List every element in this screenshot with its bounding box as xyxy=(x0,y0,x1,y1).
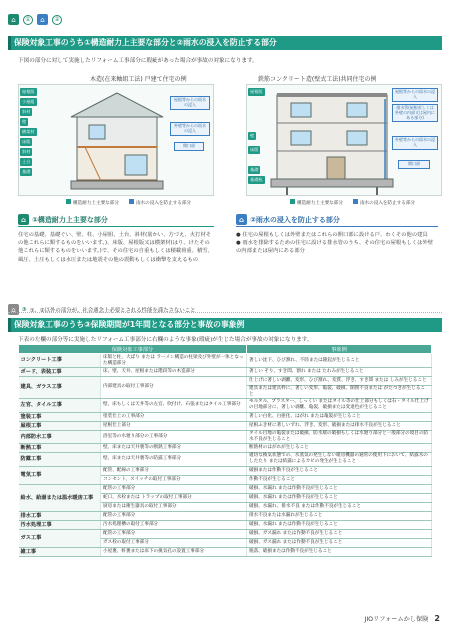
row-event: 破損、ガス漏れ または作動不良が生じること xyxy=(247,529,432,538)
row-category: 汚水処理工事 xyxy=(19,520,101,529)
table-row xyxy=(19,412,432,421)
footer-brand: JIOリフォームかし保険 xyxy=(364,616,429,623)
repair-table xyxy=(18,344,432,557)
note-row xyxy=(8,304,196,315)
row-part: コンセント、スイッチの取付工事部分 xyxy=(101,475,247,484)
row-part: 壁、床または天井裏等の断熱工事部分 xyxy=(101,443,247,452)
wood-tag-beam: 横架材 xyxy=(22,129,35,134)
row-event: 建具または建具枠に、著しい変形、亀裂、破損、開閉不良または がたつきが生じること xyxy=(247,386,432,399)
row-category: 電気工事 xyxy=(19,466,101,484)
legend-rain-2: 雨水の浸入を防止する部分 xyxy=(359,201,416,206)
row-category: 建具、ガラス工事 xyxy=(19,377,101,399)
row-category: 塗装工事 xyxy=(19,412,101,421)
row-part: 蛇口、水栓または トラップの取付工事部分 xyxy=(101,493,247,502)
marker-1: ① xyxy=(23,15,33,25)
row-event: 破損、ガス漏れ または作動不良が生じること xyxy=(247,538,432,547)
rc-diagram-title: 鉄筋コンクリート造(壁式工法)共同住宅の例 xyxy=(258,76,377,83)
point2-item-2: ● 雨水を排除するための住宅に設ける排水管のうち、その住宅の屋根もしくは外壁の内部または屋内にある部分 xyxy=(236,240,434,255)
row-event: タイル目地の亀裂または破損、防水層の破損もしくは水廻り部分と一般部分の境目の防水不良が生じること xyxy=(247,430,432,443)
row-event: 破損、水漏れ または作動不良が生じること xyxy=(247,520,432,529)
row-part: 床版と柱、大ばり または ラーメン構造の柱梁及び外壁が一体となった構造部分 xyxy=(101,354,247,368)
row-event: 排水不良または水漏れが生じること xyxy=(247,511,432,520)
point2-title: ②雨水の浸入を防止する部分 xyxy=(250,215,340,224)
table-row xyxy=(19,443,432,452)
table-row xyxy=(19,520,432,529)
point1-text: 住宅の基礎、基礎ぐい、壁、柱、小屋組、土台、斜材(筋かい、方づえ、火打材その他これらに類するものをいいます。)、床版、屋根版又は横架材(はり、けたその他これらに類するものをいいます。)で、その住宅の自重もしくは積載荷重、積雪、風圧、土圧もしくは水圧または地震その他の震動もしくは衝撃を支えるもの xyxy=(18,232,213,263)
row-event: 脱落、破損または作動不良が生じること xyxy=(247,547,432,556)
row-part: 配管の工事部分 xyxy=(101,484,247,493)
rc-tag-wall: 壁 xyxy=(250,133,255,138)
rc-callout-wall-rain: 外壁等からの雨水の浸入 xyxy=(392,136,438,150)
table-row xyxy=(19,421,432,430)
wood-tag-brace: 斜材 xyxy=(22,109,31,114)
wood-tag-roof-slab: 屋根版 xyxy=(22,89,35,94)
table-row xyxy=(19,466,432,475)
row-part: 屋根仕上部分 xyxy=(101,421,247,430)
table-row xyxy=(19,368,432,377)
row-part: 配管の工事部分 xyxy=(101,529,247,538)
row-event: 著しい白化、白亜化、はがれ または亀裂が生じること xyxy=(247,412,432,421)
row-event: 屋根ふき材に著しいずれ、浮き、変形、破損または排水不良が生じること xyxy=(247,421,432,430)
row-category: 屋根工事 xyxy=(19,421,101,430)
row-event: 著しい沈下、ひび割れ、不陸または隆起が生じること xyxy=(247,354,432,368)
row-category: ガス工事 xyxy=(19,529,101,547)
table-row xyxy=(19,430,432,443)
row-category: 排水工事 xyxy=(19,511,101,520)
rc-legend xyxy=(290,199,415,206)
row-part: 汚水処理槽の取付工事部分 xyxy=(101,520,247,529)
table-row xyxy=(19,452,432,466)
wood-tag-sill: 土台 xyxy=(22,159,31,164)
row-category: ボード、表装工事 xyxy=(19,368,101,377)
note-divider xyxy=(8,312,442,313)
row-event: 破損または作動不良が生じること xyxy=(247,466,432,475)
row-category: 防露工事 xyxy=(19,452,101,466)
rc-callout-drain-pipe: 排水管(屋根若しくは外壁の内部又は屋内にある部分) xyxy=(392,104,438,122)
wood-legend xyxy=(66,199,191,206)
table-row xyxy=(19,547,432,556)
wood-tag-floor-slab: 床版 xyxy=(22,139,31,144)
row-category: 断熱工事 xyxy=(19,443,101,452)
house-icon-point1: ⌂ xyxy=(18,214,29,225)
wood-tag-foundation: 基礎 xyxy=(22,169,31,174)
row-event: 破損、水漏れ、排水不良 または作動不良が生じること xyxy=(247,502,432,511)
row-event: 破損、水漏れ または作動不良が生じること xyxy=(247,493,432,502)
row-event: 著しい そり、すき間、割れ または たわみが生じること xyxy=(247,368,432,377)
point1-title: ①構造耐力上主要な部分 xyxy=(32,215,108,224)
house-icon-blue: ⌂ xyxy=(37,14,48,25)
rc-tag-floor-slab: 床版 xyxy=(250,147,259,152)
footer xyxy=(365,614,440,623)
row-part: 配管、配線の工事部分 xyxy=(101,466,247,475)
rc-callout-roof-rain: 屋根等からの雨水の浸入 xyxy=(392,88,438,102)
row-event: 断熱材のはがれが生じること xyxy=(247,443,432,452)
header-icons xyxy=(8,14,62,25)
point1-heading xyxy=(18,214,108,225)
row-part: 床、壁、天井、屋根または階段等の木造部分 xyxy=(101,368,247,377)
row-event: モルタル、プラスター、しっくい またはタイル等の仕上部分もしくは石・タイル仕上げの目地部分に、著しい剥離、亀裂、破損または変退色が生じること xyxy=(247,398,432,412)
table-row xyxy=(19,377,432,386)
table-row xyxy=(19,511,432,520)
row-part: ガス栓の取付工事部分 xyxy=(101,538,247,547)
wood-callout-opening: 開口部 xyxy=(174,142,204,151)
row-part: 壁、床もしくは天井等の左官、吹付け、石張またはタイル工事部分 xyxy=(101,398,247,412)
row-part: 浴室等の水廻り部分の工事部分 xyxy=(101,430,247,443)
rc-tag-pile: 基礎杭 xyxy=(250,177,263,182)
point2-heading xyxy=(236,214,340,225)
row-part: 塗装仕上の工事部分 xyxy=(101,412,247,421)
row-event: 仕上げに著しい剥離、変形、ひび割れ、変質、浮き、すき間 または しみが生じること xyxy=(247,377,432,386)
row-category: 左官、タイル工事 xyxy=(19,398,101,412)
table-row xyxy=(19,354,432,368)
wood-tag-wall: 壁 xyxy=(22,119,27,124)
table-row xyxy=(19,529,432,538)
rc-callout-opening: 開口部 xyxy=(398,160,430,169)
row-event: 破損、水漏れ または作動不良が生じること xyxy=(247,484,432,493)
row-category: 雑工事 xyxy=(19,547,101,556)
marker-2: ② xyxy=(52,15,62,25)
legend-structural-2: 構造耐力上主要な部分 xyxy=(297,201,343,206)
row-category: 内部防水工事 xyxy=(19,430,101,443)
house-icon: ⌂ xyxy=(8,14,19,25)
table-row xyxy=(19,484,432,493)
row-part: 壁、床または天井裏等の防露工事部分 xyxy=(101,452,247,466)
wood-callout-wall-rain: 外壁等からの雨水の浸入 xyxy=(170,122,210,136)
section1-title: 保険対象工事のうち①構造耐力上主要な部分と②雨水の浸入を防止する部分 xyxy=(8,36,442,50)
wood-tag-roof-frame: 小屋組 xyxy=(22,99,35,104)
wood-diagram-title: 木造(在来軸組工法) 戸建て住宅の例 xyxy=(90,76,187,83)
wood-callout-roof-rain: 屋根等からの雨水の浸入 xyxy=(170,96,210,110)
point2-list xyxy=(236,231,438,256)
wood-tag-brace-2: 斜材 xyxy=(22,149,31,154)
note-text: ①、②以外の部分が、社会通念上必要とされる性能を満たさないこと xyxy=(29,307,196,314)
legend-structural: 構造耐力上主要な部分 xyxy=(73,201,119,206)
rc-tag-roof-slab: 屋根版 xyxy=(250,89,263,94)
row-event: 適切な換気状態での、水蒸気の発生しない暖房機器の通常の使用下において、結露水のしたたり または結露によるカビの発生が生じること xyxy=(247,452,432,466)
row-part: 厨房または衛生器具の取付工事部分 xyxy=(101,502,247,511)
point1-divider xyxy=(18,226,214,227)
point2-divider xyxy=(236,226,438,227)
house-icon-note: ⌂ xyxy=(8,304,19,315)
rc-tag-foundation: 基礎 xyxy=(250,167,259,172)
table-row xyxy=(19,398,432,412)
row-part: 内部建具の取付工事部分 xyxy=(101,377,247,399)
section2-subtitle: 下表の左欄の部分等に実施したリフォーム工事部分に右欄のような事象(瑕疵)が生じた場合が事故の対象になります。 xyxy=(18,337,313,343)
row-category: コンクリート工事 xyxy=(19,354,101,368)
house-icon-point2: ⌂ xyxy=(236,214,247,225)
col-part: 保険対象工事部分 xyxy=(19,345,247,354)
row-category: 給水、給湯または温水暖房工事 xyxy=(19,484,101,511)
legend-rain: 雨水の浸入を防止する部分 xyxy=(135,201,192,206)
row-part: 配管の工事部分 xyxy=(101,511,247,520)
section2-title: 保険対象工事のうち③保険期間が1年間となる部分と事故の事象例 xyxy=(8,318,442,332)
row-event: 作動不良が生じること xyxy=(247,475,432,484)
point2-item-1: ● 住宅の屋根もしくは外壁またはこれらの開口部に設ける戸、わくその他の建具 xyxy=(236,232,428,238)
col-event: 事象例 xyxy=(247,345,432,354)
row-part: 小屋裏、軒裏または床下の換気孔の設置工事部分 xyxy=(101,547,247,556)
page-number: 2 xyxy=(434,614,440,623)
section1-subtitle: 下図の部分に対して実施したリフォーム工事部分に瑕疵があった場合が事故の対象になります。 xyxy=(18,58,258,64)
note-marker: ③ xyxy=(22,306,27,313)
